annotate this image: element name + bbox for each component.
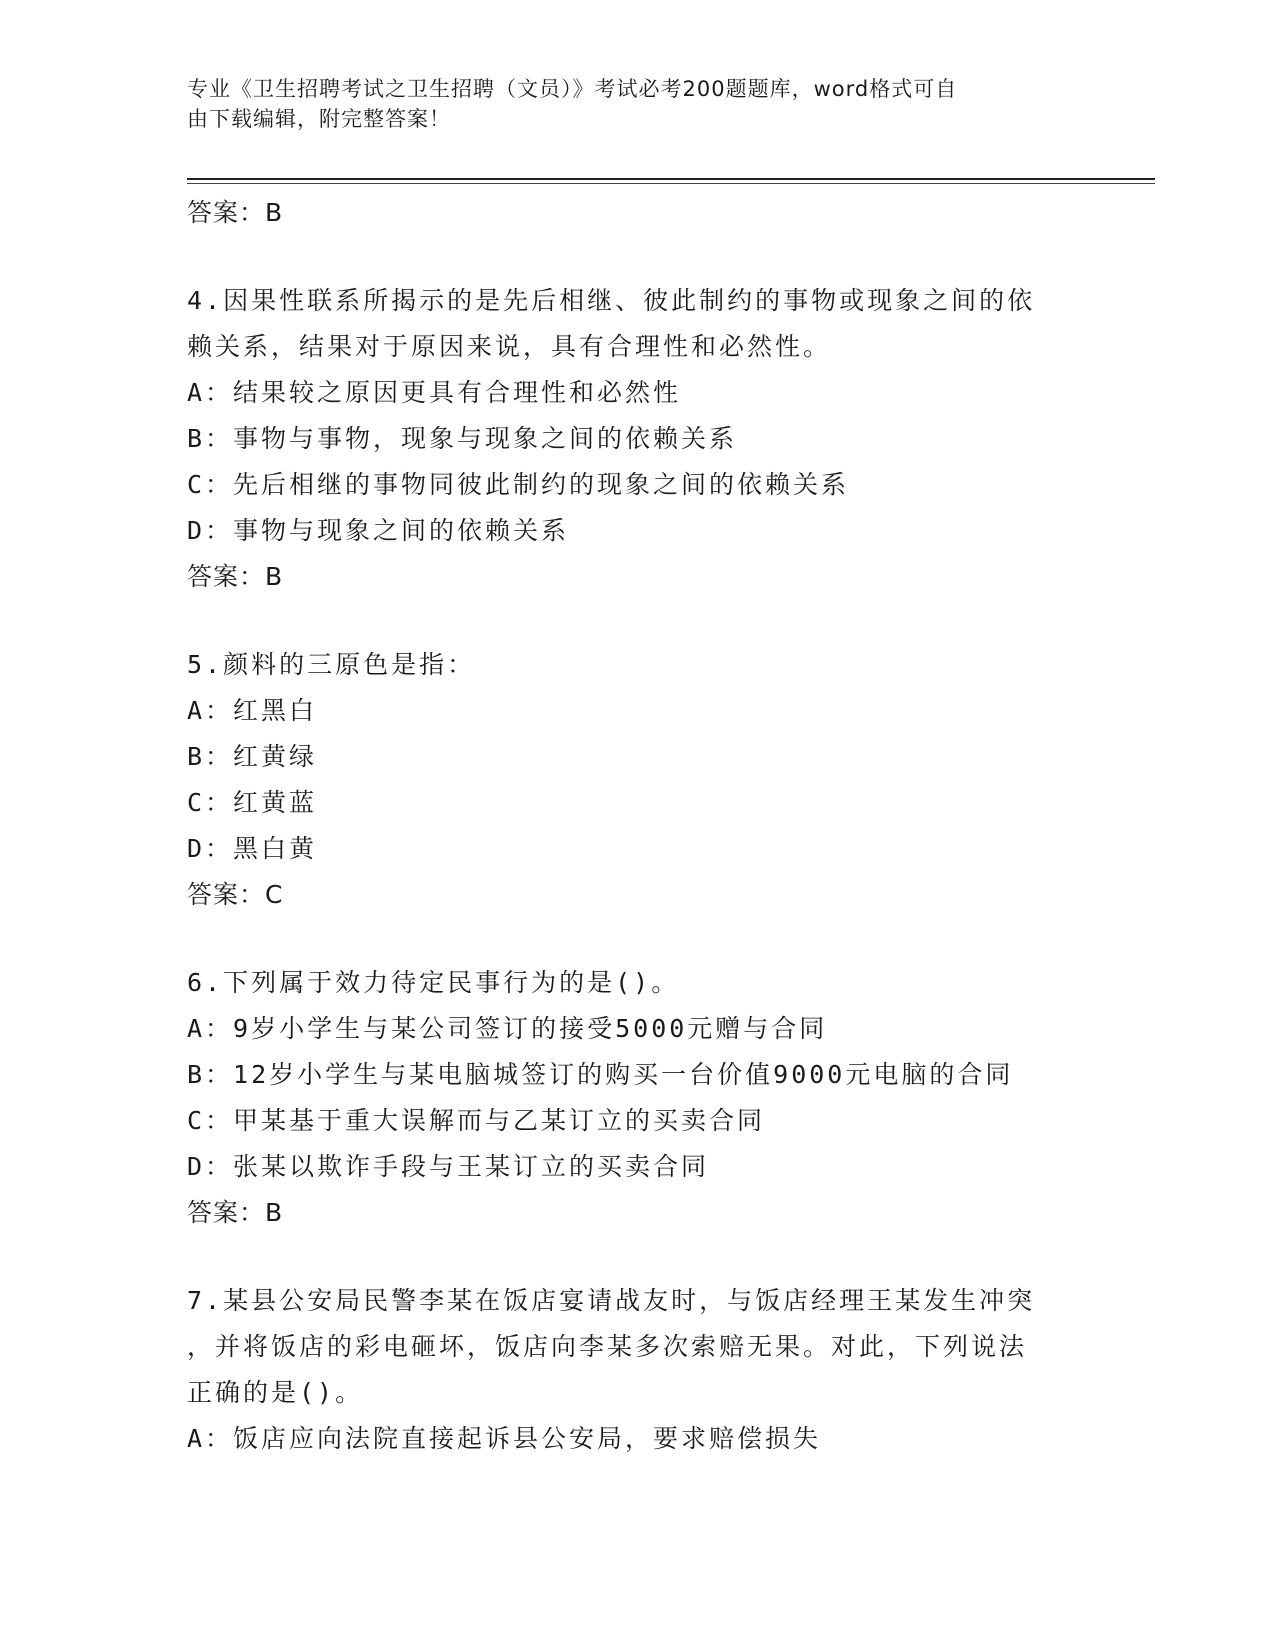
question-stem: 正确的是()。 — [187, 1378, 364, 1407]
question-7 — [187, 1278, 1067, 1462]
question-list — [187, 190, 1067, 1462]
option-b: B：事物与事物，现象与现象之间的依赖关系 — [187, 424, 738, 453]
option-a: A：结果较之原因更具有合理性和必然性 — [187, 378, 682, 407]
question-stem: 4.因果性联系所揭示的是先后相继、彼此制约的事物或现象之间的依 — [187, 286, 1036, 315]
question-4 — [187, 278, 1067, 600]
header-line-2: 由下载编辑，附完整答案！ — [187, 107, 451, 131]
question-stem: 6.下列属于效力待定民事行为的是()。 — [187, 968, 680, 997]
spacer — [187, 1236, 1067, 1278]
option-d: D：张某以欺诈手段与王某订立的买卖合同 — [187, 1152, 710, 1181]
question-stem: 7.某县公安局民警李某在饭店宴请战友时，与饭店经理王某发生冲突 — [187, 1286, 1036, 1315]
option-a: A：饭店应向法院直接起诉县公安局，要求赔偿损失 — [187, 1424, 822, 1453]
option-d: D：黑白黄 — [187, 834, 318, 863]
option-a: A：红黑白 — [187, 696, 318, 725]
document-header — [187, 74, 1067, 134]
option-c: C：先后相继的事物同彼此制约的现象之间的依赖关系 — [187, 470, 850, 499]
question-6 — [187, 960, 1067, 1236]
spacer — [187, 918, 1067, 960]
header-divider-thin — [187, 183, 1155, 184]
spacer — [187, 236, 1067, 278]
option-d: D：事物与现象之间的依赖关系 — [187, 516, 570, 545]
header-line-1: 专业《卫生招聘考试之卫生招聘（文员）》考试必考200题题库，word格式可自 — [187, 77, 958, 101]
answer: 答案：B — [187, 562, 284, 591]
header-divider — [187, 178, 1155, 180]
option-b: B：红黄绿 — [187, 742, 318, 771]
answer: 答案：C — [187, 880, 284, 909]
option-c: C：甲某基于重大误解而与乙某订立的买卖合同 — [187, 1106, 766, 1135]
answer: 答案：B — [187, 1198, 284, 1227]
question-stem: 赖关系，结果对于原因来说，具有合理性和必然性。 — [187, 332, 832, 361]
answer-prev: 答案：B — [187, 198, 284, 227]
option-a: A：9岁小学生与某公司签订的接受5000元赠与合同 — [187, 1014, 828, 1043]
question-5 — [187, 642, 1067, 918]
spacer — [187, 600, 1067, 642]
option-b: B：12岁小学生与某电脑城签订的购买一台价值9000元电脑的合同 — [187, 1060, 1014, 1089]
question-stem: ，并将饭店的彩电砸坏，饭店向李某多次索赔无果。对此，下列说法 — [187, 1332, 1028, 1361]
option-c: C：红黄蓝 — [187, 788, 318, 817]
question-stem: 5.颜料的三原色是指： — [187, 650, 476, 679]
